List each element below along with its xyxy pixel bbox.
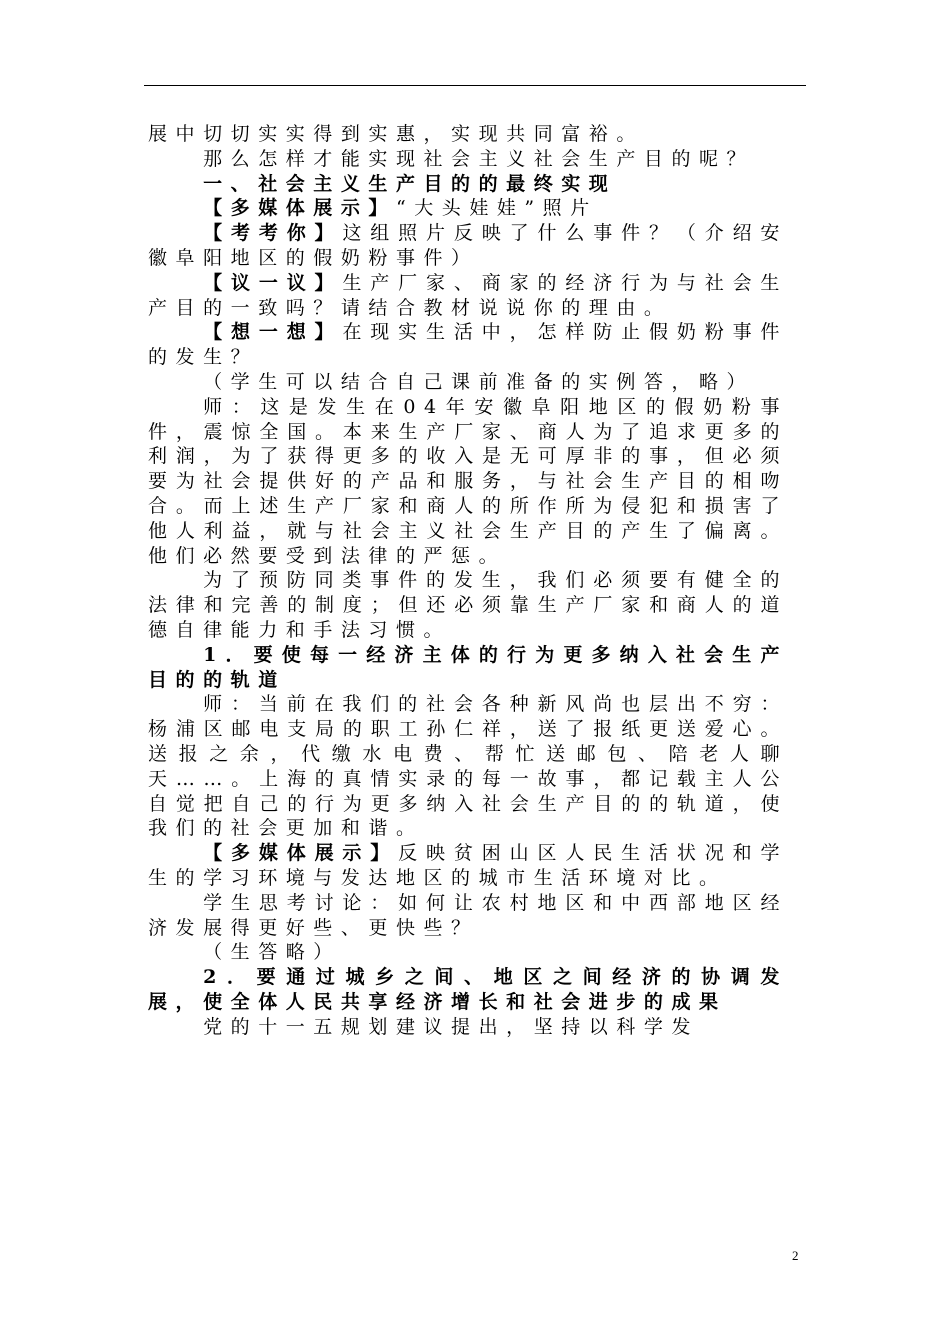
page-number: 2 — [792, 1248, 799, 1263]
paragraph-label: 【多媒体展示】 — [203, 842, 399, 865]
sub-heading: 2．要通过城乡之间、地区之间经济的协调发展，使全体人民共享经济增长和社会进步的成果 — [148, 966, 788, 1013]
paragraph: （生答略） — [203, 941, 341, 964]
paragraph-text: 反映贫困山区人民生活状况和学生的学习环境与发达地区的城市生活环境对比。 — [148, 842, 788, 889]
paragraph — [148, 320, 788, 370]
paragraph: （学生可以结合自己课前准备的实例答，略） — [203, 370, 755, 393]
paragraph: 党的十一五规划建议提出，坚持以科学发 — [203, 1015, 699, 1038]
sub-heading: 1．要使每一经济主体的行为更多纳入社会生产目的的轨道 — [148, 643, 788, 691]
paragraph-text: 这组照片反映了什么事件？（介绍安徽阜阳地区的假奶粉事件） — [148, 222, 788, 269]
header-rule — [144, 85, 806, 86]
paragraph-label: 【想一想】 — [203, 321, 343, 344]
paragraph: 那么怎样才能实现社会主义社会生产目的呢？ — [203, 147, 755, 170]
paragraph: 为了预防同类事件的发生，我们必须要有健全的法律和完善的制度；但还必须靠生产厂家和商人的道德自律能力和手法习惯。 — [148, 569, 788, 641]
paragraph-label: 【议一议】 — [203, 271, 343, 294]
section-heading: 一、社会主义生产目的的最终实现 — [203, 172, 617, 195]
document-body — [148, 122, 788, 1039]
paragraph: 师：当前在我们的社会各种新风尚也层出不穷：杨浦区邮电支局的职工孙仁祥，送了报纸更送爱心。送报之余，代缴水电费、帮忙送邮包、陪老人聊天……。上海的真情实录的每一故事，都记载主人公自觉把自己的行为更多纳入社会生产目的的轨道，使我们的社会更加和谐。 — [148, 693, 788, 840]
paragraph — [148, 271, 788, 321]
paragraph-text: 生产厂家、商家的经济行为与社会生产目的一致吗？请结合教材说说你的理由。 — [148, 271, 788, 319]
paragraph — [148, 841, 788, 891]
paragraph-label: 【考考你】 — [203, 222, 343, 245]
paragraph — [148, 196, 788, 221]
paragraph-label: 【多媒体展示】 — [203, 197, 396, 220]
paragraph: 学生思考讨论：如何让农村地区和中西部地区经济发展得更好些、更快些？ — [148, 891, 788, 939]
paragraph — [148, 221, 788, 271]
paragraph-text: “大头娃娃”照片 — [395, 197, 598, 220]
paragraph-text: 在现实生活中，怎样防止假奶粉事件的发生？ — [148, 321, 788, 369]
paragraph: 师：这是发生在04年安徽阜阳地区的假奶粉事件，震惊全国。本来生产厂家、商人为了追求更多的利润，为了获得更多的收入是无可厚非的事，但必须要为社会提供好的产品和服务，与社会生产目的相吻合。而上述生产厂家和商人的所作所为侵犯和损害了他人利益，就与社会主义社会生产目的产生了偏离。他们必然要受到法律的严惩。 — [148, 395, 788, 567]
paragraph: 展中切切实实得到实惠，实现共同富裕。 — [148, 123, 644, 145]
